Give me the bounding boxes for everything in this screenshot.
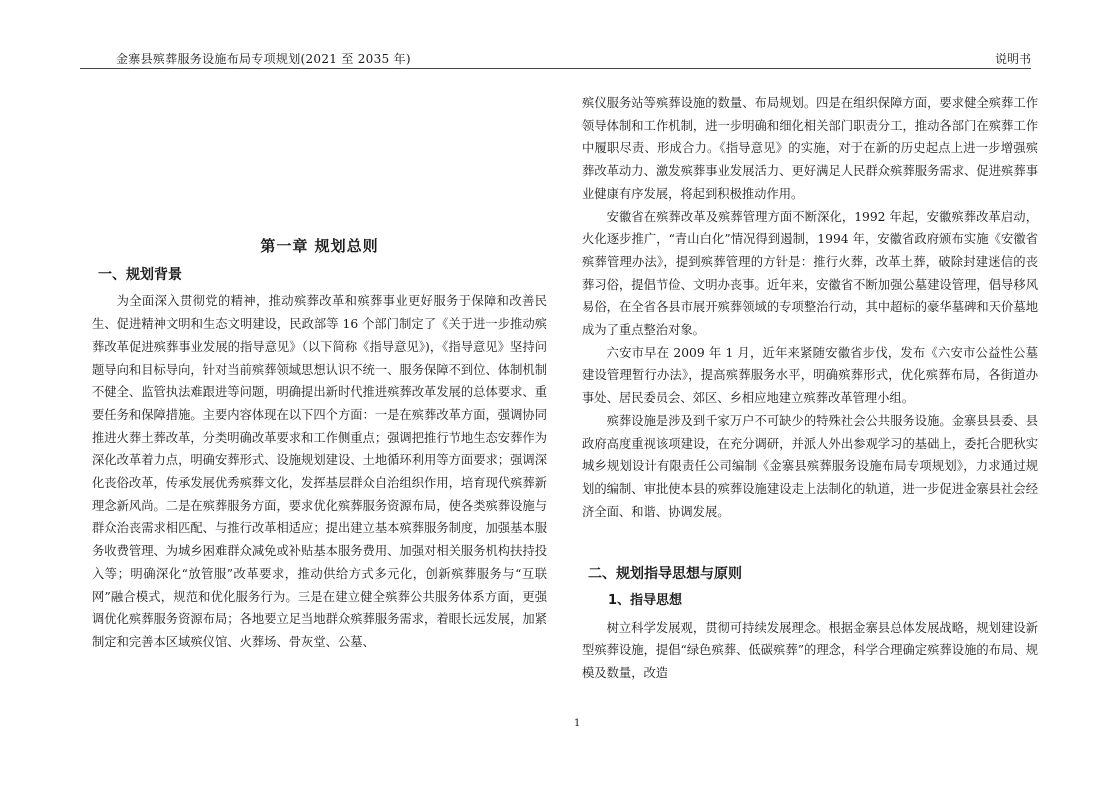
subsection-heading-guiding-thought: 1、指导思想 <box>608 593 683 609</box>
left-column <box>92 92 547 654</box>
paragraph-continued: 殡仪服务站等殡葬设施的数量、布局规划。四是在组织保障方面，要求健全殡葬工作领导体制和工作机制，进一步明确和细化相关部门职责分工，推动各部门在殡葬工作中履职尽责、形成合力。《指导意见》的实施，对于在新的历史起点上进一步增强殡葬改革动力、激发殡葬事业发展活力、更好满足人民群众殡葬服务需求、促进殡葬事业健康有序发展，将起到积极推动作用。 <box>582 96 1038 201</box>
paragraph-luan: 六安市早在 2009 年 1 月，近年来紧随安徽省步伐，发布《六安市公益性公墓建设管理暂行办法》，提高殡葬服务水平，明确殡葬形式，优化殡葬布局，各街道办事处、居民委员会、郊区、乡相应地建立殡葬改革管理小组。 <box>582 345 1038 406</box>
page-number: 1 <box>574 718 581 729</box>
paragraph-jinzhai: 殡葬设施是涉及到千家万户不可缺少的特殊社会公共服务设施。金寨县县委、县政府高度重视该项建设，在充分调研，并派人外出参观学习的基础上，委托合肥秋实城乡规划设计有限责任公司编制《金寨县殡葬服务设施布局专项规划》，力求通过规划的编制、审批使本县的殡葬设施建设走上法制化的轨道，进一步促进金寨县社会经济全面、和谐、协调发展。 <box>582 413 1038 519</box>
paragraph-anhui: 安徽省在殡葬改革及殡葬管理方面不断深化，1992 年起，安徽殡葬改革启动，火化逐步推广，“青山白化”情况得到遏制，1994 年，安徽省政府颁布实施《安徽省殡葬管理办法》，提到殡葬管理的方针是：推行火葬，改革土葬，破除封建迷信的丧葬习俗，提倡节俭、文明办丧事。近年来，安徽省不断加强公墓建设管理，倡导移风易俗，在全省各县市展开殡葬领域的专项整治行动，其中超标的豪华墓碑和天价墓地成为了重点整治对象。 <box>582 209 1038 338</box>
document-title: 金寨县殡葬服务设施布局专项规划(2021 至 2035 年) <box>116 52 411 66</box>
chapter-title: 第一章 规划总则 <box>260 237 379 255</box>
paragraph-guiding-thought: 树立科学发展观，贯彻可持续发展理念。根据金寨县总体发展战略，规划建设新型殡葬设施，提倡“绿色殡葬、低碳殡葬”的理念，科学合理确定殡葬设施的布局、规模及数量，改造 <box>582 620 1038 681</box>
paragraph-background: 为全面深入贯彻党的精神，推动殡葬改革和殡葬事业更好服务于保障和改善民生、促进精神文明和生态文明建设，民政部等 16 个部门制定了《关于进一步推动殡葬改革促进殡葬事业发展的指导意见》（以下简称《指导意见》)，《指导意见》坚持问题导向和目标导向，针对当前殡葬领域思想认识不统一、服务保障不到位、体制机制不健全、监管执法难跟进等问题，明确提出新时代推进殡葬改革发展的总体要求、重要任务和保障措施。主要内容体现在以下四个方面：一是在殡葬改革方面，强调协同推进火葬土葬改革，分类明确改革要求和工作侧重点；强调把推行节地生态安葬作为深化改革着力点，明确安葬形式、设施规划建设、土地循环利用等方面要求；强调深化丧俗改革，传承发展优秀殡葬文化，发挥基层群众自治组织作用，培育现代殡葬新理念新风尚。二是在殡葬服务方面，要求优化殡葬服务资源布局，使各类殡葬设施与群众治丧需求相匹配、与推行改革相适应；提出建立基本殡葬服务制度，加强基本服务收费管理、为城乡困难群众减免或补贴基本服务费用、加强对相关服务机构扶持投入等；明确深化“放管服”改革要求，推动供给方式多元化，创新殡葬服务与“互联网”融合模式，规范和优化服务行为。三是在建立健全殡葬公共服务体系方面，更强调优化殡葬服务资源布局；各地要立足当地群众殡葬服务需求，着眼长远发展，加紧制定和完善本区域殡仪馆、火葬场、骨灰堂、公墓、 <box>92 294 547 649</box>
document-type: 说明书 <box>994 52 1031 66</box>
right-column <box>582 92 1038 685</box>
section-heading-background: 一、规划背景 <box>98 266 182 283</box>
section-heading-guidance: 二、规划指导思想与原则 <box>588 566 742 583</box>
header-divider <box>80 68 1031 69</box>
